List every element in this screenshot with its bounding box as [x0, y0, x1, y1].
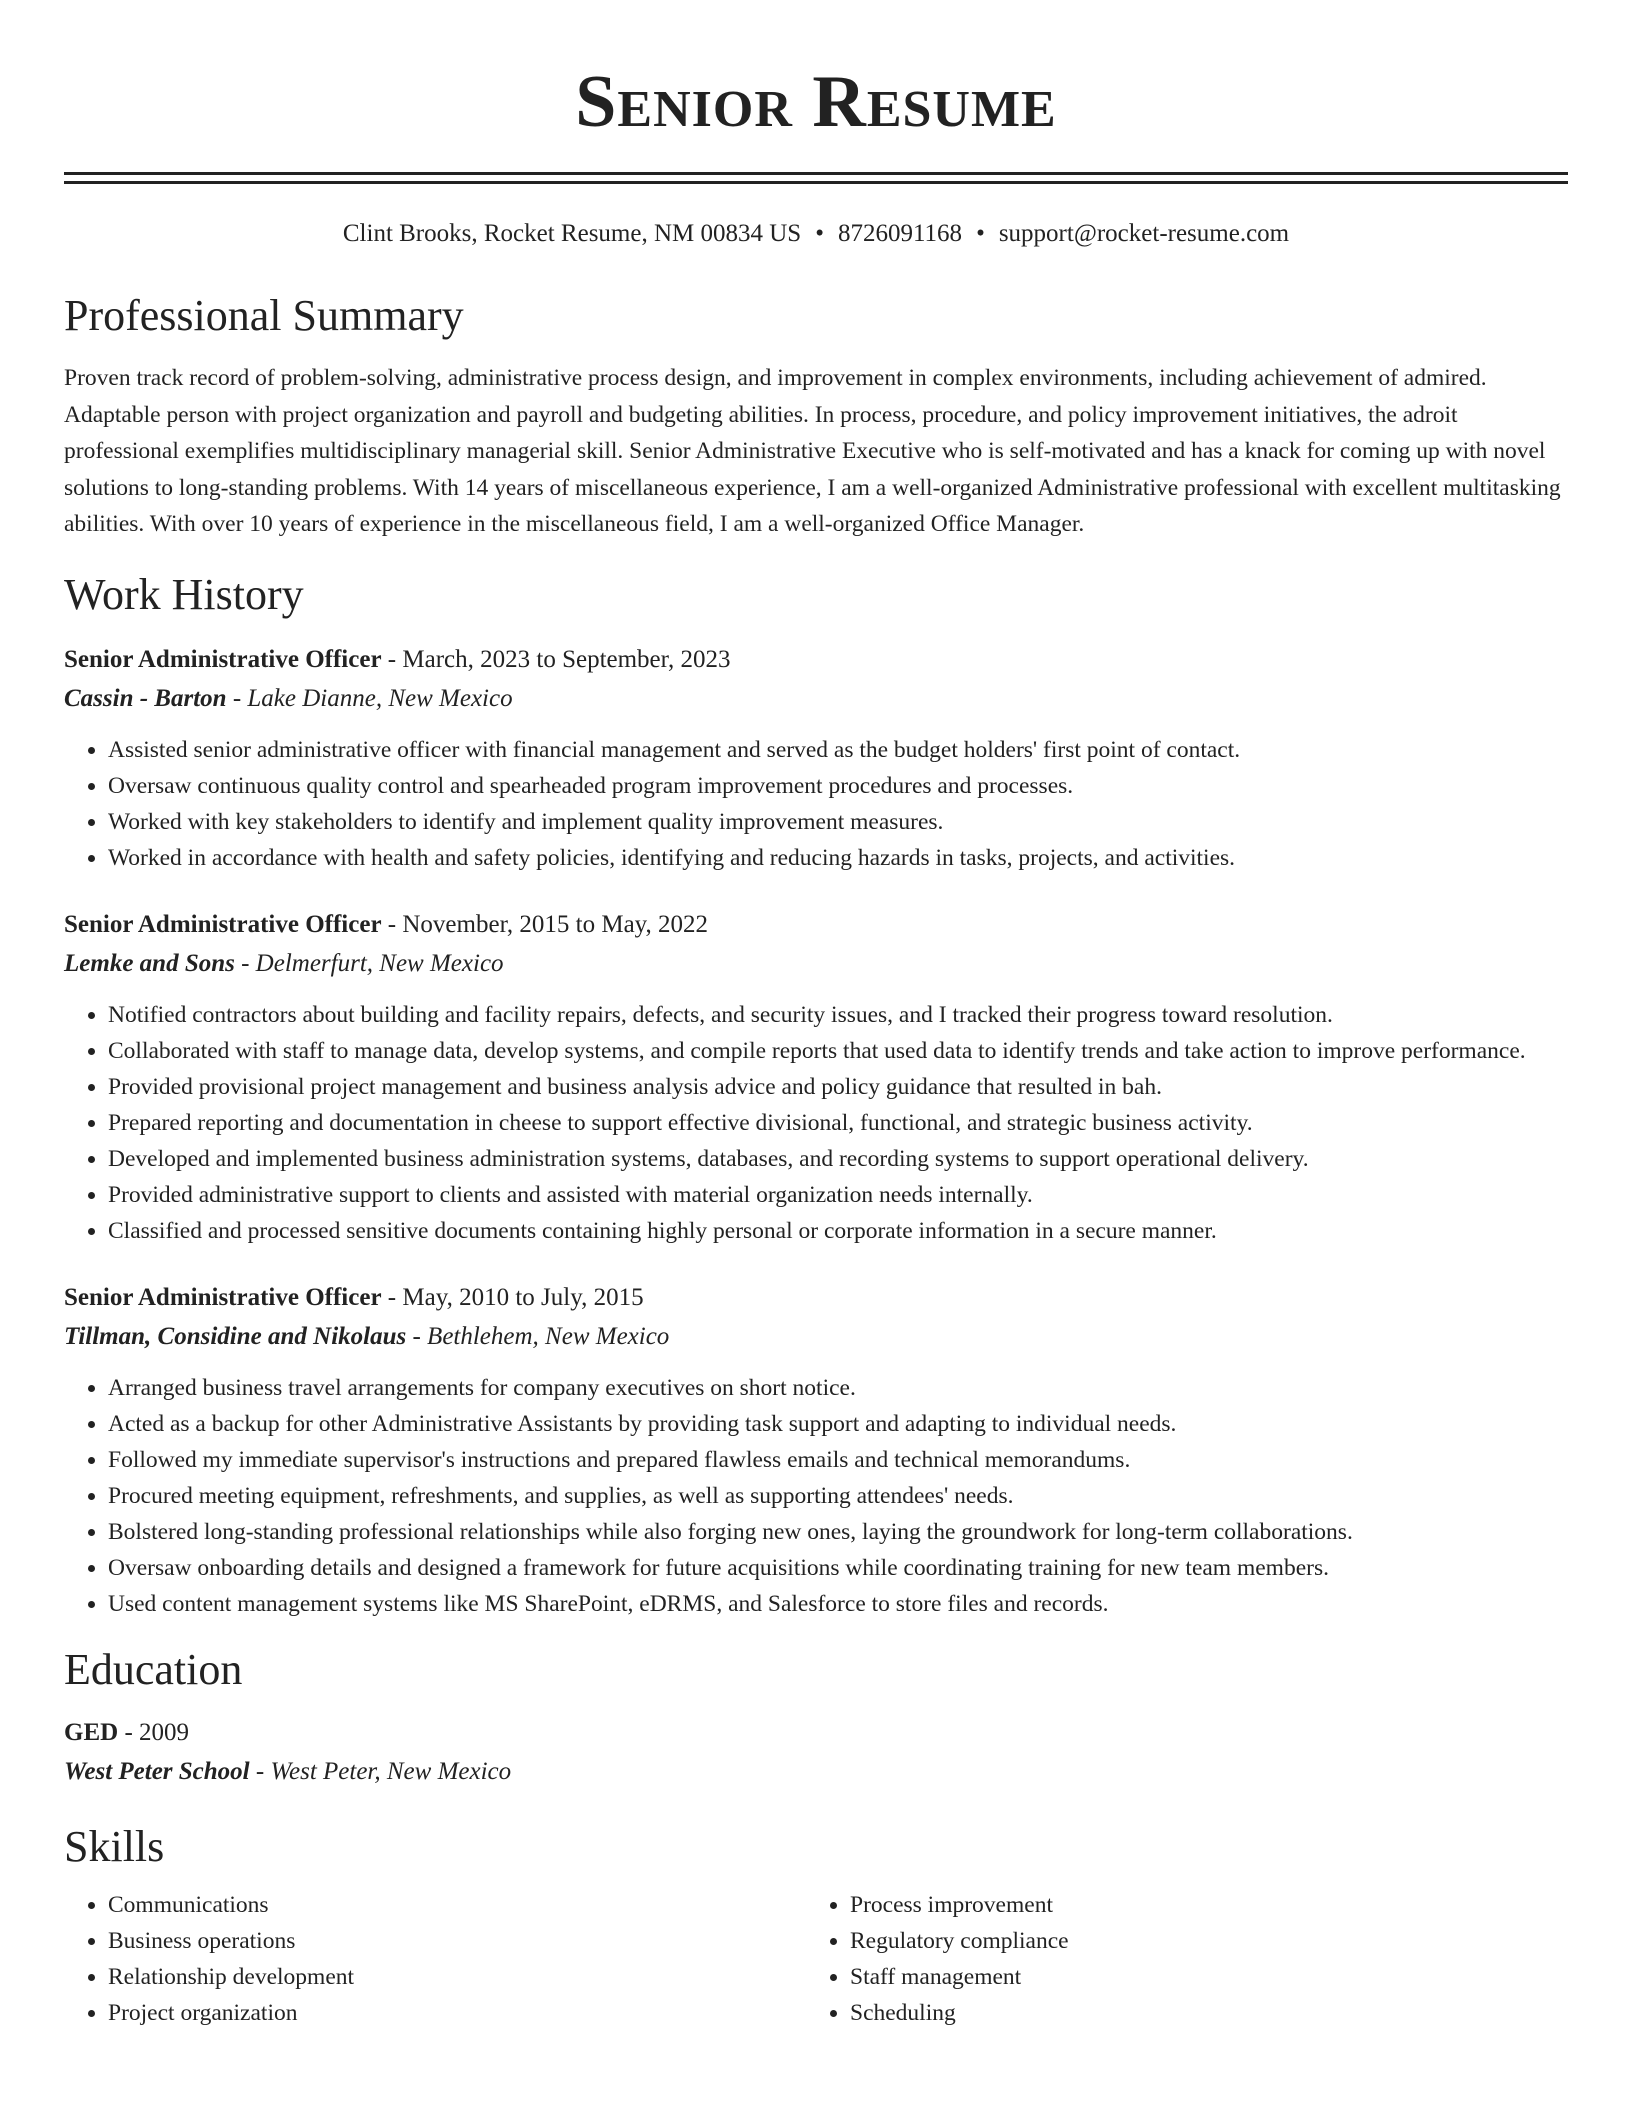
- job-entry: [64, 906, 1568, 1249]
- education-school: West Peter School: [64, 1757, 250, 1785]
- list-item: • Regulatory compliance: [850, 1923, 1548, 1959]
- job-location: - Delmerfurt, New Mexico: [234, 949, 504, 977]
- contact-separator: •: [976, 220, 985, 247]
- skills-list-right: [806, 1887, 1548, 2031]
- education-location: - West Peter, New Mexico: [249, 1757, 512, 1785]
- list-item: • Assisted senior administrative officer with financial management and served as the budget holders' first point of contact.: [108, 732, 1568, 768]
- list-item: • Used content management systems like MS SharePoint, eDRMS, and Salesforce to store files and records.: [108, 1586, 1568, 1622]
- education-entry: [64, 1714, 1568, 1791]
- title-double-rule: [64, 172, 1568, 184]
- job-org-line: [64, 944, 1568, 983]
- job-title: Senior Administrative Officer: [64, 1283, 382, 1311]
- job-location: - Lake Dianne, New Mexico: [226, 684, 513, 712]
- job-company: Tillman, Considine and Nikolaus: [64, 1322, 407, 1350]
- list-item: • Staff management: [850, 1959, 1548, 1995]
- list-item: • Communications: [108, 1887, 806, 1923]
- contact-separator: •: [815, 220, 824, 247]
- list-item: • Project organization: [108, 1995, 806, 2031]
- job-dates: - March, 2023 to September, 2023: [381, 645, 731, 673]
- contact-line: [64, 218, 1568, 250]
- job-title-line: [64, 641, 1568, 679]
- list-item: • Collaborated with staff to manage data, develop systems, and compile reports that used data to identify trends and take action to improve performance.: [108, 1033, 1568, 1069]
- list-item: • Relationship development: [108, 1959, 806, 1995]
- education-school-line: [64, 1752, 1568, 1791]
- job-title-line: [64, 1279, 1568, 1317]
- resume-title: Senior Resume: [575, 61, 1057, 143]
- job-bullets: [64, 997, 1568, 1249]
- list-item: • Scheduling: [850, 1995, 1548, 2031]
- list-item: • Process improvement: [850, 1887, 1548, 1923]
- list-item: • Oversaw continuous quality control and spearheaded program improvement procedures and processes.: [108, 768, 1568, 804]
- list-item: • Worked with key stakeholders to identify and implement quality improvement measures.: [108, 804, 1568, 840]
- list-item: • Bolstered long-standing professional relationships while also forging new ones, laying the groundwork for long-term collaborations.: [108, 1514, 1568, 1550]
- education-heading: Education: [64, 1644, 243, 1694]
- job-location: - Bethlehem, New Mexico: [406, 1322, 670, 1350]
- list-item: • Worked in accordance with health and safety policies, identifying and reducing hazards in tasks, projects, and activities.: [108, 840, 1568, 876]
- job-company: Lemke and Sons: [64, 949, 235, 977]
- education-year: - 2009: [118, 1718, 190, 1746]
- list-item: • Acted as a backup for other Administrative Assistants by providing task support and adapting to individual needs.: [108, 1406, 1568, 1442]
- list-item: • Classified and processed sensitive documents containing highly personal or corporate information in a secure manner.: [108, 1213, 1568, 1249]
- job-entry: [64, 641, 1568, 876]
- skills-columns: [64, 1887, 1568, 2031]
- job-entry: [64, 1279, 1568, 1622]
- list-item: • Arranged business travel arrangements for company executives on short notice.: [108, 1370, 1568, 1406]
- contact-address: Clint Brooks, Rocket Resume, NM 00834 US: [342, 220, 802, 247]
- job-dates: - May, 2010 to July, 2015: [381, 1283, 644, 1311]
- job-title: Senior Administrative Officer: [64, 645, 382, 673]
- education-degree-line: [64, 1714, 1568, 1752]
- list-item: • Oversaw onboarding details and designed a framework for future acquisitions while coordinating training for new team members.: [108, 1550, 1568, 1586]
- job-bullets: [64, 1370, 1568, 1622]
- job-dates: - November, 2015 to May, 2022: [381, 910, 709, 938]
- education-degree: GED: [64, 1718, 119, 1746]
- work-history-heading: Work History: [64, 569, 304, 619]
- contact-phone: 8726091168: [837, 220, 963, 247]
- contact-email[interactable]: support@rocket-resume.com: [998, 220, 1290, 247]
- job-title: Senior Administrative Officer: [64, 910, 382, 938]
- list-item: • Procured meeting equipment, refreshments, and supplies, as well as supporting attendees' needs.: [108, 1478, 1568, 1514]
- list-item: • Notified contractors about building and facility repairs, defects, and security issues, and I tracked their progress toward resolution.: [108, 997, 1568, 1033]
- list-item: • Followed my immediate supervisor's instructions and prepared flawless emails and technical memorandums.: [108, 1442, 1568, 1478]
- list-item: • Business operations: [108, 1923, 806, 1959]
- job-bullets: [64, 732, 1568, 876]
- list-item: • Provided administrative support to clients and assisted with material organization needs internally.: [108, 1177, 1568, 1213]
- summary-heading: Professional Summary: [64, 291, 464, 340]
- job-company: Cassin - Barton: [64, 684, 227, 712]
- list-item: • Provided provisional project management and business analysis advice and policy guidance that resulted in bah.: [108, 1069, 1568, 1105]
- list-item: • Developed and implemented business administration systems, databases, and recording systems to support operational delivery.: [108, 1141, 1568, 1177]
- summary-text: Proven track record of problem-solving, administrative process design, and improvement in complex environments, including achievement of admired. Adaptable person with project organization and payroll and budgeting abilities. In process, procedure, and policy improvement initiatives, the adroit professional exemplifies multidisciplinary managerial skill. Senior Administrative Executive who is self-motivated and has a knack for coming up with novel solutions to long-standing problems. With 14 years of miscellaneous experience, I am a well-organized Administrative professional with excellent multitasking abilities. With over 10 years of experience in the miscellaneous field, I am a well-organized Office Manager.: [64, 365, 1561, 537]
- job-org-line: [64, 1317, 1568, 1356]
- list-item: • Prepared reporting and documentation in cheese to support effective divisional, functional, and strategic business activity.: [108, 1105, 1568, 1141]
- job-org-line: [64, 679, 1568, 718]
- skills-list-left: [64, 1887, 806, 2031]
- skills-heading: Skills: [64, 1821, 165, 1871]
- job-title-line: [64, 906, 1568, 944]
